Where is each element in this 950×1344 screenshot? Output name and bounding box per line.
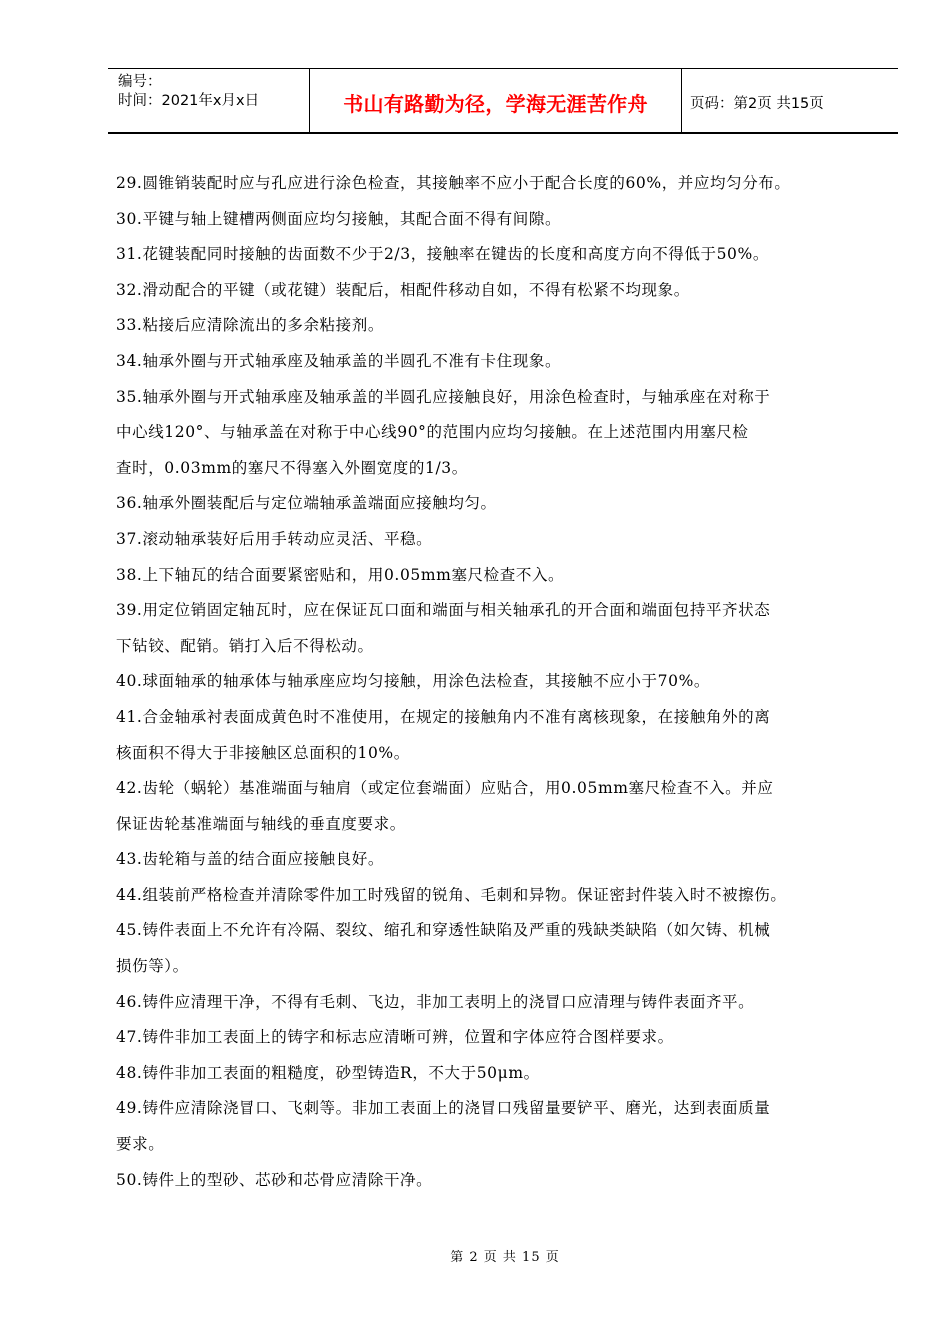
body-text-line: 37.滚动轴承装好后用手转动应灵活、平稳。 <box>116 529 433 548</box>
body-text-line: 29.圆锥销装配时应与孔应进行涂色检查，其接触率不应小于配合长度的60%，并应均匀分布。 <box>116 174 791 192</box>
body-text-line: 36.轴承外圈装配后与定位端轴承盖端面应接触均匀。 <box>116 494 497 513</box>
body-text-line: 46.铸件应清理干净，不得有毛刺、飞边，非加工表明上的浇冒口应清理与铸件表面齐平。 <box>116 992 755 1011</box>
header-page-code: 页码：第2页 共15页 <box>690 96 824 112</box>
body-text-line: 42.齿轮（蜗轮）基准端面与轴肩（或定位套端面）应贴合，用0.05mm塞尺检查不入。并应 <box>116 779 774 798</box>
body-text-line: 32.滑动配合的平键（或花键）装配后，相配件移动自如，不得有松紧不均现象。 <box>116 280 690 299</box>
body-text-line: 41.合金轴承衬表面成黄色时不准使用，在规定的接触角内不准有离核现象，在接触角外的离 <box>116 707 771 726</box>
body-text-line: 查时，0.03mm的塞尺不得塞入外圈宽度的1/3。 <box>116 458 468 477</box>
document-time-label: 时间：2021年x月x日 <box>118 93 260 109</box>
body-text-line: 43.齿轮箱与盖的结合面应接触良好。 <box>116 850 384 869</box>
document-body <box>116 166 906 1198</box>
body-text-line: 49.铸件应清除浇冒口、飞刺等。非加工表面上的浇冒口残留量要铲平、磨光，达到表面质量 <box>116 1099 771 1118</box>
header-meta-cell <box>108 69 310 132</box>
body-text-line: 要求。 <box>116 1135 165 1154</box>
body-text-line: 47.铸件非加工表面上的铸字和标志应清晰可辨，位置和字体应符合图样要求。 <box>116 1028 674 1047</box>
body-text-line: 下钻铰、配销。销打入后不得松动。 <box>116 636 374 655</box>
header-page-cell <box>682 69 898 132</box>
body-text-line: 45.铸件表面上不允许有冷隔、裂纹、缩孔和穿透性缺陷及严重的残缺类缺陷（如欠铸、机械 <box>116 921 771 940</box>
body-text-line: 40.球面轴承的轴承体与轴承座应均匀接触，用涂色法检查，其接触不应小于70%。 <box>116 672 711 691</box>
body-text-line: 中心线120°、与轴承盖在对称于中心线90°的范围内应均匀接触。在上述范围内用塞尺检 <box>116 423 749 442</box>
body-text-line: 39.用定位销固定轴瓦时，应在保证瓦口面和端面与相关轴承孔的开合面和端面包持平齐状态 <box>116 601 771 620</box>
body-text-line: 34.轴承外圈与开式轴承座及轴承盖的半圆孔不准有卡住现象。 <box>116 351 562 370</box>
body-text-line: 38.上下轴瓦的结合面要紧密贴和，用0.05mm塞尺检查不入。 <box>116 565 565 584</box>
body-text-line: 核面积不得大于非接触区总面积的10%。 <box>116 743 410 762</box>
header-motto: 书山有路勤为径，学海无涯苦作舟 <box>343 92 648 116</box>
document-number-label: 编号： <box>118 74 162 90</box>
page-header <box>108 68 898 134</box>
body-text-line: 50.铸件上的型砂、芯砂和芯骨应清除干净。 <box>116 1170 433 1189</box>
body-text-line: 35.轴承外圈与开式轴承座及轴承盖的半圆孔应接触良好，用涂色检查时，与轴承座在对称于 <box>116 387 771 406</box>
body-text-line: 30.平键与轴上键槽两侧面应均匀接触，其配合面不得有间隙。 <box>116 209 562 228</box>
body-text-line: 44.组装前严格检查并清除零件加工时残留的锐角、毛刺和异物。保证密封件装入时不被擦伤。 <box>116 885 787 904</box>
body-text-line: 33.粘接后应清除流出的多余粘接剂。 <box>116 316 384 335</box>
header-motto-cell <box>310 69 682 132</box>
body-text-line: 损伤等）。 <box>116 957 189 976</box>
body-text-line: 31.花键装配同时接触的齿面数不少于2/3，接触率在键齿的长度和高度方向不得低于50%。 <box>116 245 769 264</box>
body-text-line: 48.铸件非加工表面的粗糙度，砂型铸造R，不大于50μm。 <box>116 1063 540 1082</box>
page-footer: 第 2 页 共 15 页 <box>450 1250 560 1265</box>
body-text-line: 保证齿轮基准端面与轴线的垂直度要求。 <box>116 814 406 833</box>
